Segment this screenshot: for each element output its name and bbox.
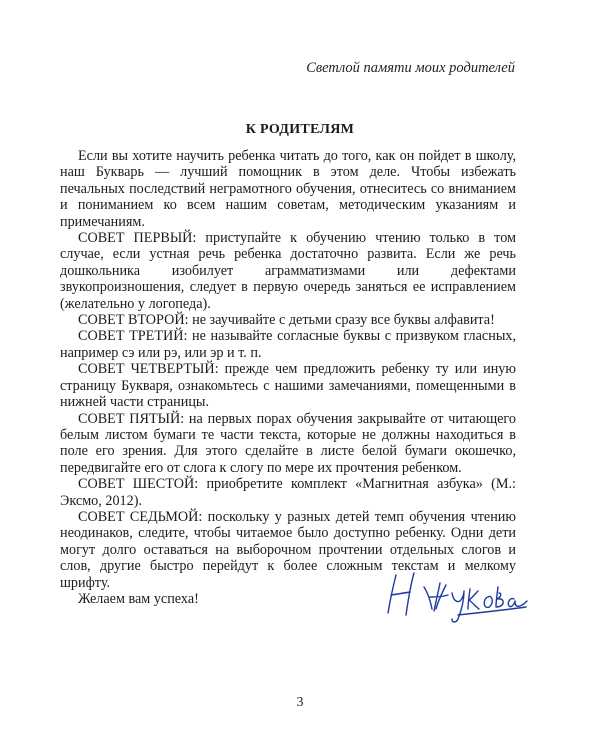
paragraph-closing: Желаем вам успеха! — [78, 590, 199, 607]
paragraph-advice-1: СОВЕТ ПЕРВЫЙ: приступайте к обучению чтению только в том случае, если устная речь ребенка достаточно развита. Если же речь дошкольника изобилует аграмматизмами или дефектами звукопроизношения, следует в первую очередь заняться ее исправлением (желательно у логопеда). — [60, 230, 516, 312]
paragraph-advice-2: СОВЕТ ВТОРОЙ: не заучивайте с детьми сразу все буквы алфавита! — [78, 312, 495, 329]
paragraph-advice-7: СОВЕТ СЕДЬМОЙ: поскольку у разных детей темп обучения чтению неодинаков, следите, чтобы читаемое было доступно ребенку. Одни дети могут долго оставаться на выборочном прочтении отдельных слогов и слов, другие быстро перейдут к более сложным текстам и мелкому шрифту. — [60, 508, 516, 591]
page-number: 3 — [296, 695, 304, 710]
page-title: К РОДИТЕЛЯМ — [245, 122, 355, 137]
paragraph-intro: Если вы хотите научить ребенка читать до того, как он пойдет в школу, наш Букварь — лучший помощник в этом деле. Чтобы избежать печальных последствий неграмотного обучения, отнеситесь со вниманием и пониманием ко всем нашим советам, методическим указаниям и примечаниям. — [60, 148, 516, 230]
body-text — [60, 148, 516, 607]
paragraph-advice-3: СОВЕТ ТРЕТИЙ: не называйте согласные буквы с призвуком гласных, например сэ или рэ, или эр и т. п. — [60, 328, 516, 361]
dedication: Светлой памяти моих родителей — [306, 60, 515, 76]
handwritten-signature — [380, 565, 530, 625]
paragraph-advice-6: СОВЕТ ШЕСТОЙ: приобретите комплект «Магнитная азбука» (М.: Эксмо, 2012). — [60, 476, 516, 509]
paragraph-advice-4: СОВЕТ ЧЕТВЕРТЫЙ: прежде чем предложить ребенку ту или иную страницу Букваря, ознакомьтесь с нашими замечаниями, помещенными в нижней части страницы. — [60, 361, 516, 411]
paragraph-advice-5: СОВЕТ ПЯТЫЙ: на первых порах обучения закрывайте от читающего белым листом бумаги те части текста, которые не должны находиться в поле его зрения. Для этого сделайте в листе белой бумаги окошечко, передвигайте его от слога к слогу по мере их прочтения ребенком. — [60, 410, 516, 476]
